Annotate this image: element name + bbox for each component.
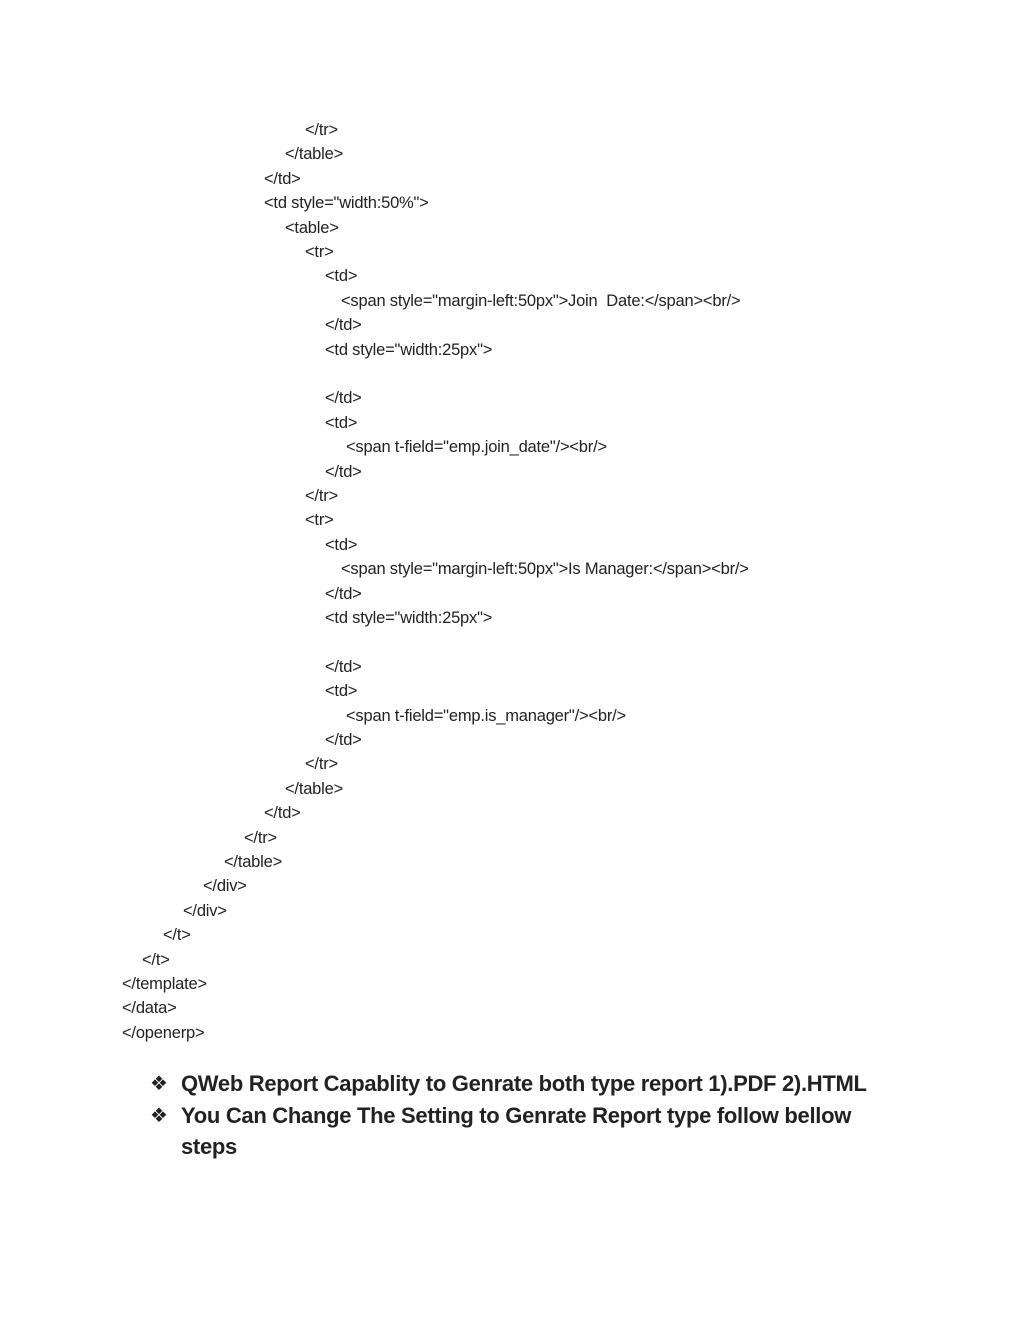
- code-line: <span t-field="emp.join_date"/><br/>: [346, 438, 607, 457]
- code-line: </td>: [325, 389, 362, 408]
- code-line: </td>: [325, 462, 362, 481]
- code-line: </t>: [163, 926, 191, 945]
- code-line: </data>: [122, 999, 177, 1018]
- code-line: <td style="width:25px">: [325, 609, 493, 627]
- code-line: </tr>: [305, 487, 338, 505]
- code-line: <tr>: [305, 243, 334, 261]
- code-line: <td style="width:25px">: [325, 340, 493, 359]
- code-line: </td>: [264, 804, 301, 823]
- code-line: </td>: [325, 657, 362, 676]
- code-line: </table>: [224, 853, 283, 871]
- code-line: <td>: [325, 535, 358, 554]
- code-line: </tr>: [305, 755, 338, 774]
- code-line: </table>: [285, 145, 344, 164]
- code-line: <tr>: [305, 511, 334, 530]
- code-line: </table>: [285, 779, 344, 798]
- bullet-item-qweb-capability: [150, 1068, 870, 1100]
- code-line: <td>: [325, 267, 358, 286]
- bullet-item-change-setting: [150, 1100, 870, 1163]
- code-line: <td>: [325, 682, 358, 701]
- code-line: </tr>: [244, 828, 277, 847]
- bullet-list: [150, 1068, 870, 1163]
- code-line: <span t-field="emp.is_manager"/><br/>: [346, 706, 626, 725]
- code-line: <span style="margin-left:50px">Join Date:</span><br/>: [341, 291, 741, 310]
- code-line: <td style="width:50%">: [264, 194, 429, 213]
- code-line: </td>: [264, 169, 301, 188]
- diamond-bullet-icon: ❖: [150, 1102, 168, 1127]
- bullet-text: QWeb Report Capablity to Genrate both type report 1).PDF 2).HTML: [181, 1071, 867, 1096]
- code-line: </t>: [142, 950, 170, 969]
- code-line: </template>: [122, 975, 207, 993]
- code-line: </div>: [203, 877, 247, 896]
- diamond-bullet-icon: ❖: [150, 1071, 168, 1095]
- code-line: </td>: [325, 731, 362, 749]
- code-line: </div>: [183, 901, 227, 920]
- code-line: </td>: [325, 316, 362, 335]
- bullet-text: You Can Change The Setting to Genrate Report type follow bellow steps: [181, 1102, 852, 1159]
- code-line: <td>: [325, 413, 358, 432]
- code-line: </openerp>: [122, 1023, 205, 1042]
- code-line: <span style="margin-left:50px">Is Manager:</span><br/>: [341, 560, 749, 579]
- code-line: </tr>: [305, 121, 338, 139]
- code-line: </td>: [325, 584, 362, 603]
- code-line: <table>: [285, 218, 339, 237]
